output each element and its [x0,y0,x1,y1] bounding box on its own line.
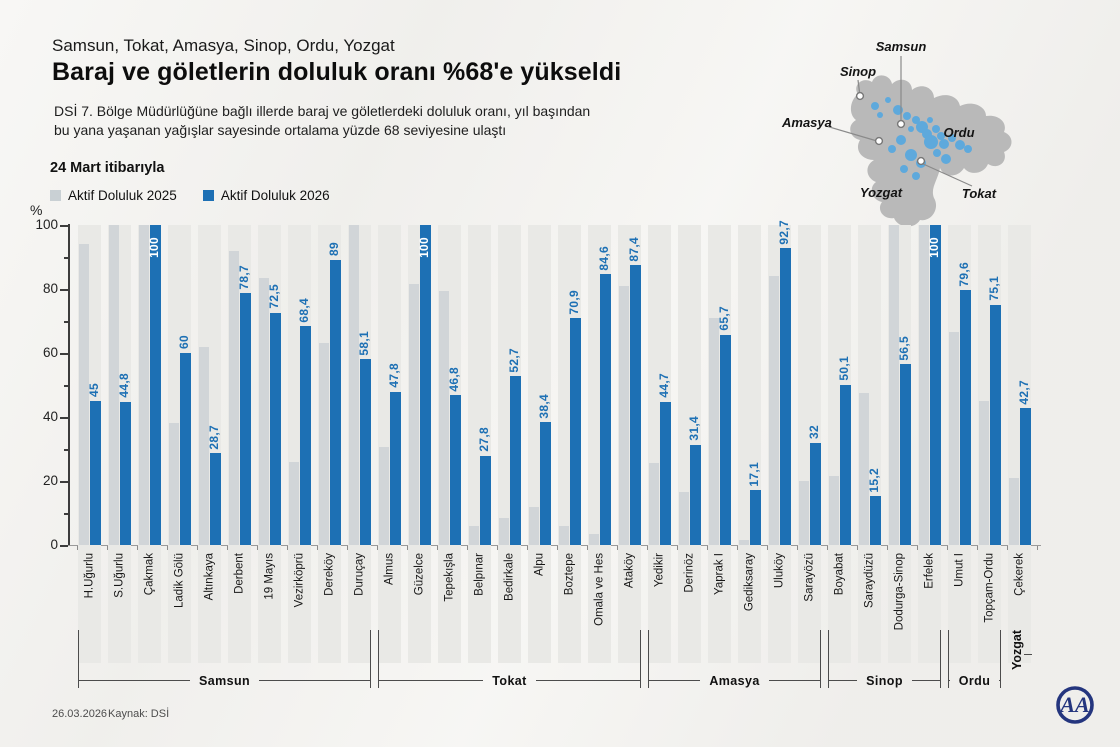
bar-2026 [570,318,581,545]
bar-value-label: 84,6 [597,245,611,271]
group-label: Ordu [958,674,991,688]
dam-name-label: Dereköy [323,553,335,596]
y-tick-label: 0 [50,537,58,552]
group-bracket-sinop [828,630,941,688]
bar-2025 [829,476,840,545]
y-major-tick [60,417,68,419]
bar-pair [738,225,761,612]
dam-name-label: Ladik Gölü [173,553,185,608]
bar-2025 [349,225,360,545]
bar-2026 [540,422,551,545]
bar-pair [108,225,131,598]
bar-value-label: 70,9 [567,289,581,315]
dam-name-label: Bedirkale [503,553,515,601]
y-minor-tick [64,257,69,259]
bar-2025 [739,540,750,545]
bar-value-label: 100 [417,237,431,258]
bar-2026 [180,353,191,545]
bar-value-label: 47,8 [387,363,401,389]
bar-2025 [679,492,690,545]
dam-name-label: Vezirköprü [293,553,305,608]
bar-2026 [780,248,791,545]
bar-pair [168,225,191,608]
bar-pair [528,225,551,577]
y-major-tick [60,481,68,483]
bar-pair [408,225,431,596]
bar-value-label: 78,7 [237,264,251,290]
province-group-brackets [78,630,1031,688]
bar-pair [498,225,521,601]
subtitle-line-2: bu yana yaşanan yağışlar sayesinde ortalama yüzde 68 seviyesine ulaştı [54,122,507,138]
page-title: Baraj ve göletlerin doluluk oranı %68'e yükseldi [52,58,622,86]
bar-pair [948,225,971,587]
bar-value-label: 65,7 [717,306,731,331]
bar-2026 [330,260,341,545]
bar-value-label: 31,4 [687,415,701,441]
y-tick-label: 100 [35,217,58,232]
bar-pair [348,225,371,596]
bar-2026 [450,395,461,545]
dam-name-label: H.Uğurlu [83,553,95,599]
bar-pair [78,225,101,599]
bar-2026 [300,326,311,545]
aa-agency-logo-icon [1046,682,1104,734]
dam-name-label: Derbent [233,553,245,594]
bracket-line [79,680,190,681]
legend-item-2026 [203,188,330,203]
y-minor-tick [64,321,69,323]
bar-value-label: 56,5 [897,335,911,361]
bar-pair [138,225,161,596]
bar-2025 [469,526,480,545]
dam-name-label: Uluköy [773,553,785,589]
dam-name-label: Tepekışla [443,553,455,602]
bar-2025 [139,225,150,545]
bar-2026 [720,335,731,545]
dam-name-label: Alpu [533,553,545,577]
bar-value-label: 44,8 [117,373,131,398]
bar-pair [708,225,731,595]
dam-name-label: Yedikir [653,553,665,588]
bar-2026 [240,293,251,545]
bar-2025 [769,276,780,545]
bar-pair [768,219,791,589]
bar-value-label: 60 [177,335,191,349]
bar-2026 [930,225,941,545]
y-tick-label: 20 [42,473,58,488]
group-label-yozgat [1008,630,1031,700]
bar-2026 [390,392,401,545]
bar-2025 [649,463,660,545]
group-label: Amasya [709,674,760,688]
bar-2026 [270,313,281,545]
bar-2025 [1009,478,1020,545]
dam-name-label: Gediksaray [743,553,755,612]
subtitle-line-1: DSİ 7. Bölge Müdürlüğüne bağlı illerde baraj ve göletlerdeki doluluk oranı, yıl başından [54,103,591,119]
bar-2026 [600,274,611,545]
bar-2025 [799,481,810,545]
bar-pair [798,225,821,602]
group-label: Sinop [866,674,903,688]
map-label-ordu: Ordu [943,125,975,140]
dam-name-label: Derinöz [683,553,695,593]
dam-name-label: Saraydüzü [863,553,875,608]
bar-2025 [439,291,450,545]
dam-name-label: Boztepe [563,553,575,596]
dam-name-label: Almus [383,553,395,585]
group-label: Tokat [492,674,527,688]
dam-name-label: Sarayözü [803,553,815,602]
bar-2025 [169,423,180,545]
bar-2025 [619,286,630,545]
bar-2025 [589,534,600,545]
bar-2025 [229,251,240,545]
map-label-amasya: Amasya [782,115,832,130]
bar-value-label: 72,5 [267,284,281,309]
y-major-tick [60,289,68,291]
province-map [780,10,1100,228]
bar-pair [438,225,461,602]
bracket-line [379,680,483,681]
bar-2025 [409,284,420,545]
bar-chart [78,219,1038,631]
bar-2025 [949,332,960,545]
legend [50,188,330,203]
dam-name-label: Belpınar [473,553,485,596]
bar-pair [828,225,851,596]
bar-value-label: 100 [927,237,941,258]
group-bracket-tokat [378,630,641,688]
dam-name-label: Duruçay [353,553,365,596]
bar-value-label: 92,7 [777,219,791,245]
map-label-tokat: Tokat [961,186,997,201]
y-minor-tick [64,385,69,387]
map-label-sinop: Sinop [839,64,877,79]
legend-label-2026: Aktif Doluluk 2026 [220,188,330,203]
dam-name-label: Çekerek [1013,553,1025,596]
bar-pair [678,225,701,593]
bar-value-label: 32 [807,424,821,439]
bar-2025 [979,401,990,545]
bar-pair [558,225,581,596]
dam-name-label: Yaprak I [713,553,725,595]
bar-2025 [379,447,390,545]
bar-2026 [840,385,851,545]
bracket-line [1024,654,1032,655]
bar-2026 [810,443,821,545]
bar-2026 [360,359,371,545]
bar-2025 [889,225,900,545]
bar-value-label: 28,7 [207,424,221,450]
bracket-line [829,680,857,681]
dam-name-label: Umut I [953,553,965,587]
bar-pair [378,225,401,585]
bar-value-label: 68,4 [297,297,311,323]
bar-value-label: 38,4 [537,393,551,419]
bar-2025 [559,526,570,545]
bar-pair [228,225,251,594]
bar-value-label: 17,1 [747,461,761,487]
bracket-line [769,680,820,681]
bar-pair [648,225,671,588]
bar-value-label: 50,1 [837,356,851,381]
as-of-date-label: 24 Mart itibarıyla [50,160,165,176]
group-bracket-ordu [948,630,1001,688]
bar-2025 [499,518,510,545]
dam-name-label: Topçam-Ordu [983,553,995,623]
bar-2025 [709,318,720,545]
bar-2026 [120,402,131,545]
bar-2026 [150,225,161,545]
bar-2026 [960,290,971,545]
bar-value-label: 87,4 [627,236,641,262]
bar-2026 [630,265,641,545]
bar-value-label: 15,2 [867,467,881,493]
bar-value-label: 45 [87,383,101,397]
bar-2026 [420,225,431,545]
bar-2026 [900,364,911,545]
bracket-line [999,680,1000,681]
bar-value-label: 58,1 [357,330,371,356]
bar-2026 [1020,408,1031,545]
bar-2026 [210,453,221,545]
bar-2026 [990,305,1001,545]
y-major-tick [60,225,68,227]
bar-2026 [870,496,881,545]
bar-2026 [660,402,671,545]
y-minor-tick [64,449,69,451]
bar-pair [1008,225,1031,596]
y-major-tick [60,353,68,355]
bracket-line [649,680,700,681]
y-tick-label: 80 [42,281,58,296]
dam-name-label: Ataköy [623,553,635,589]
bar-pair [318,225,341,596]
legend-item-2025 [50,188,177,203]
dam-name-label: Dodurga-Sinop [893,553,905,631]
bar-pair [618,225,641,589]
y-major-tick [60,545,68,547]
dam-name-label: Boyabat [833,553,845,596]
bracket-line [536,680,640,681]
source-credit: Kaynak: DSİ [108,708,170,720]
group-label: Yozgat [1010,630,1024,671]
bar-value-label: 27,8 [477,427,491,453]
y-axis-unit-label: % [30,202,43,218]
bar-pair [888,225,911,631]
bar-pair [978,225,1001,623]
bar-value-label: 42,7 [1017,379,1031,405]
bar-2026 [480,456,491,545]
y-minor-tick [64,513,69,515]
bar-2025 [289,462,300,545]
bar-value-label: 46,8 [447,366,461,392]
bar-value-label: 89 [327,242,341,257]
bar-2026 [690,445,701,545]
publish-date: 26.03.2026 [52,708,108,720]
bar-2026 [510,376,521,545]
bar-2025 [259,278,270,545]
bar-2025 [529,507,540,545]
subtitle [54,102,590,140]
dam-name-label: Güzelce [413,553,425,596]
legend-swatch-2025 [50,190,61,201]
legend-swatch-2026 [203,190,214,201]
dam-name-label: Çakmak [143,553,155,596]
svg-text:AA: AA [1060,692,1090,717]
bar-pair [198,225,221,601]
bar-pair [858,225,881,608]
dam-name-label: S.Uğurlu [113,553,125,598]
bar-pair [258,225,281,600]
bar-2025 [919,225,930,545]
bar-value-label: 75,1 [987,276,1001,301]
map-region-shape [850,75,1011,226]
bar-value-label: 79,6 [957,261,971,287]
bar-value-label: 52,7 [507,347,521,373]
legend-label-2025: Aktif Doluluk 2025 [68,188,177,203]
y-tick-label: 40 [42,409,58,424]
map-label-yozgat: Yozgat [859,185,903,200]
bar-pair [588,225,611,626]
dam-name-label: 19 Mayıs [263,553,275,600]
bar-pair [918,225,941,589]
dam-name-label: Altınkaya [203,553,215,601]
group-bracket-amasya [648,630,821,688]
dam-name-label: Erfelek [923,553,935,589]
bracket-line [259,680,370,681]
group-label: Samsun [198,674,251,688]
dam-name-label: Omala ve Hes [593,553,605,626]
kicker-provinces: Samsun, Tokat, Amasya, Sinop, Ordu, Yozgat [52,36,395,55]
bar-pair [288,225,311,608]
y-tick-label: 60 [42,345,58,360]
y-axis-line [68,224,70,546]
group-bracket-samsun [78,630,371,688]
bar-pair [468,225,491,596]
bar-value-label: 100 [147,237,161,258]
bar-2025 [319,343,330,545]
bar-2026 [750,490,761,545]
map-label-samsun: Samsun [875,39,927,54]
bar-value-label: 44,7 [657,373,671,398]
bar-2026 [90,401,101,545]
bracket-line [912,680,940,681]
